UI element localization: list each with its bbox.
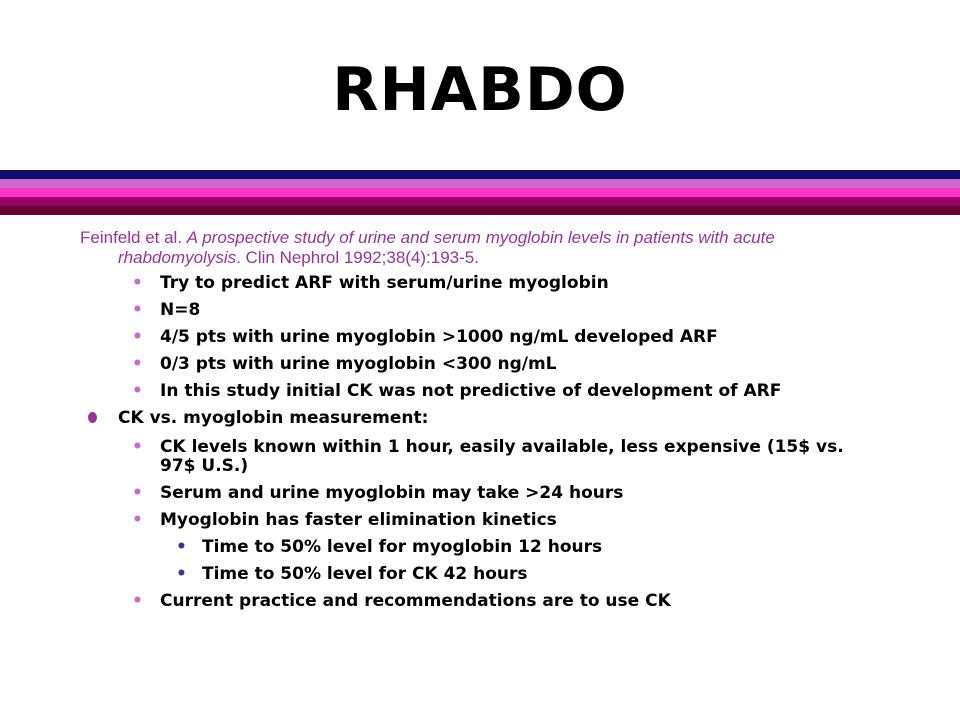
stripe-pink	[0, 188, 960, 197]
bullet-icon: •	[132, 591, 143, 611]
bullet-icon: •	[132, 354, 143, 374]
bullet-text: Myoglobin has faster elimination kinetics	[160, 510, 557, 530]
sub-sub-bullet-point	[80, 538, 880, 557]
bullet-text: N=8	[160, 300, 201, 320]
bullet-icon: •	[132, 327, 143, 347]
bullet-text: 0/3 pts with urine myoglobin <300 ng/mL	[160, 354, 557, 374]
sub-bullet-point	[80, 328, 880, 347]
bullet-icon: •	[132, 300, 143, 320]
sub-bullet-point	[80, 592, 880, 611]
sub-bullet-point	[80, 511, 880, 530]
sub-bullet-point	[80, 438, 880, 476]
stripe-maroon	[0, 206, 960, 215]
main-bullet-point	[80, 409, 880, 428]
bullet-text: Current practice and recommendations are to use CK	[160, 591, 671, 611]
bullet-icon: •	[176, 564, 187, 584]
stripe-magenta	[0, 197, 960, 206]
decorative-stripes	[0, 170, 960, 215]
bullet-text: 4/5 pts with urine myoglobin >1000 ng/mL developed ARF	[160, 327, 718, 347]
stripe-navy	[0, 170, 960, 179]
sub-bullet-point	[80, 382, 880, 401]
bullet-icon: •	[176, 537, 187, 557]
sub-bullet-point	[80, 355, 880, 374]
citation-authors: Feinfeld et al.	[80, 228, 187, 247]
sub-sub-bullet-point	[80, 565, 880, 584]
bullet-icon: •	[132, 437, 143, 457]
bullet-icon: •	[132, 381, 143, 401]
citation-title: A prospective study of urine and serum myoglobin levels in patients with acute rhabdomyolysis	[118, 228, 775, 267]
bullet-icon: •	[132, 510, 143, 530]
bullet-text: Serum and urine myoglobin may take >24 hours	[160, 483, 624, 503]
bullet-text: Time to 50% level for CK 42 hours	[202, 564, 528, 584]
citation-source: . Clin Nephrol 1992;38(4):193-5.	[236, 248, 479, 267]
slide-body	[80, 228, 880, 619]
bullet-dot-icon	[88, 412, 97, 423]
bullet-text: Time to 50% level for myoglobin 12 hours	[202, 537, 603, 557]
citation	[80, 228, 880, 268]
bullet-text: Try to predict ARF with serum/urine myoglobin	[160, 273, 609, 293]
slide-title: RHABDO	[332, 55, 628, 125]
bullet-text: In this study initial CK was not predictive of development of ARF	[160, 381, 782, 401]
bullet-text: CK vs. myoglobin measurement:	[118, 408, 429, 428]
bullet-text: CK levels known within 1 hour, easily available, less expensive (15$ vs. 97$ U.S.)	[160, 437, 844, 476]
bullet-icon: •	[132, 483, 143, 503]
sub-bullet-point	[80, 301, 880, 320]
sub-bullet-point	[80, 484, 880, 503]
stripe-lilac	[0, 179, 960, 188]
bullet-icon: •	[132, 273, 143, 293]
sub-bullet-point	[80, 274, 880, 293]
